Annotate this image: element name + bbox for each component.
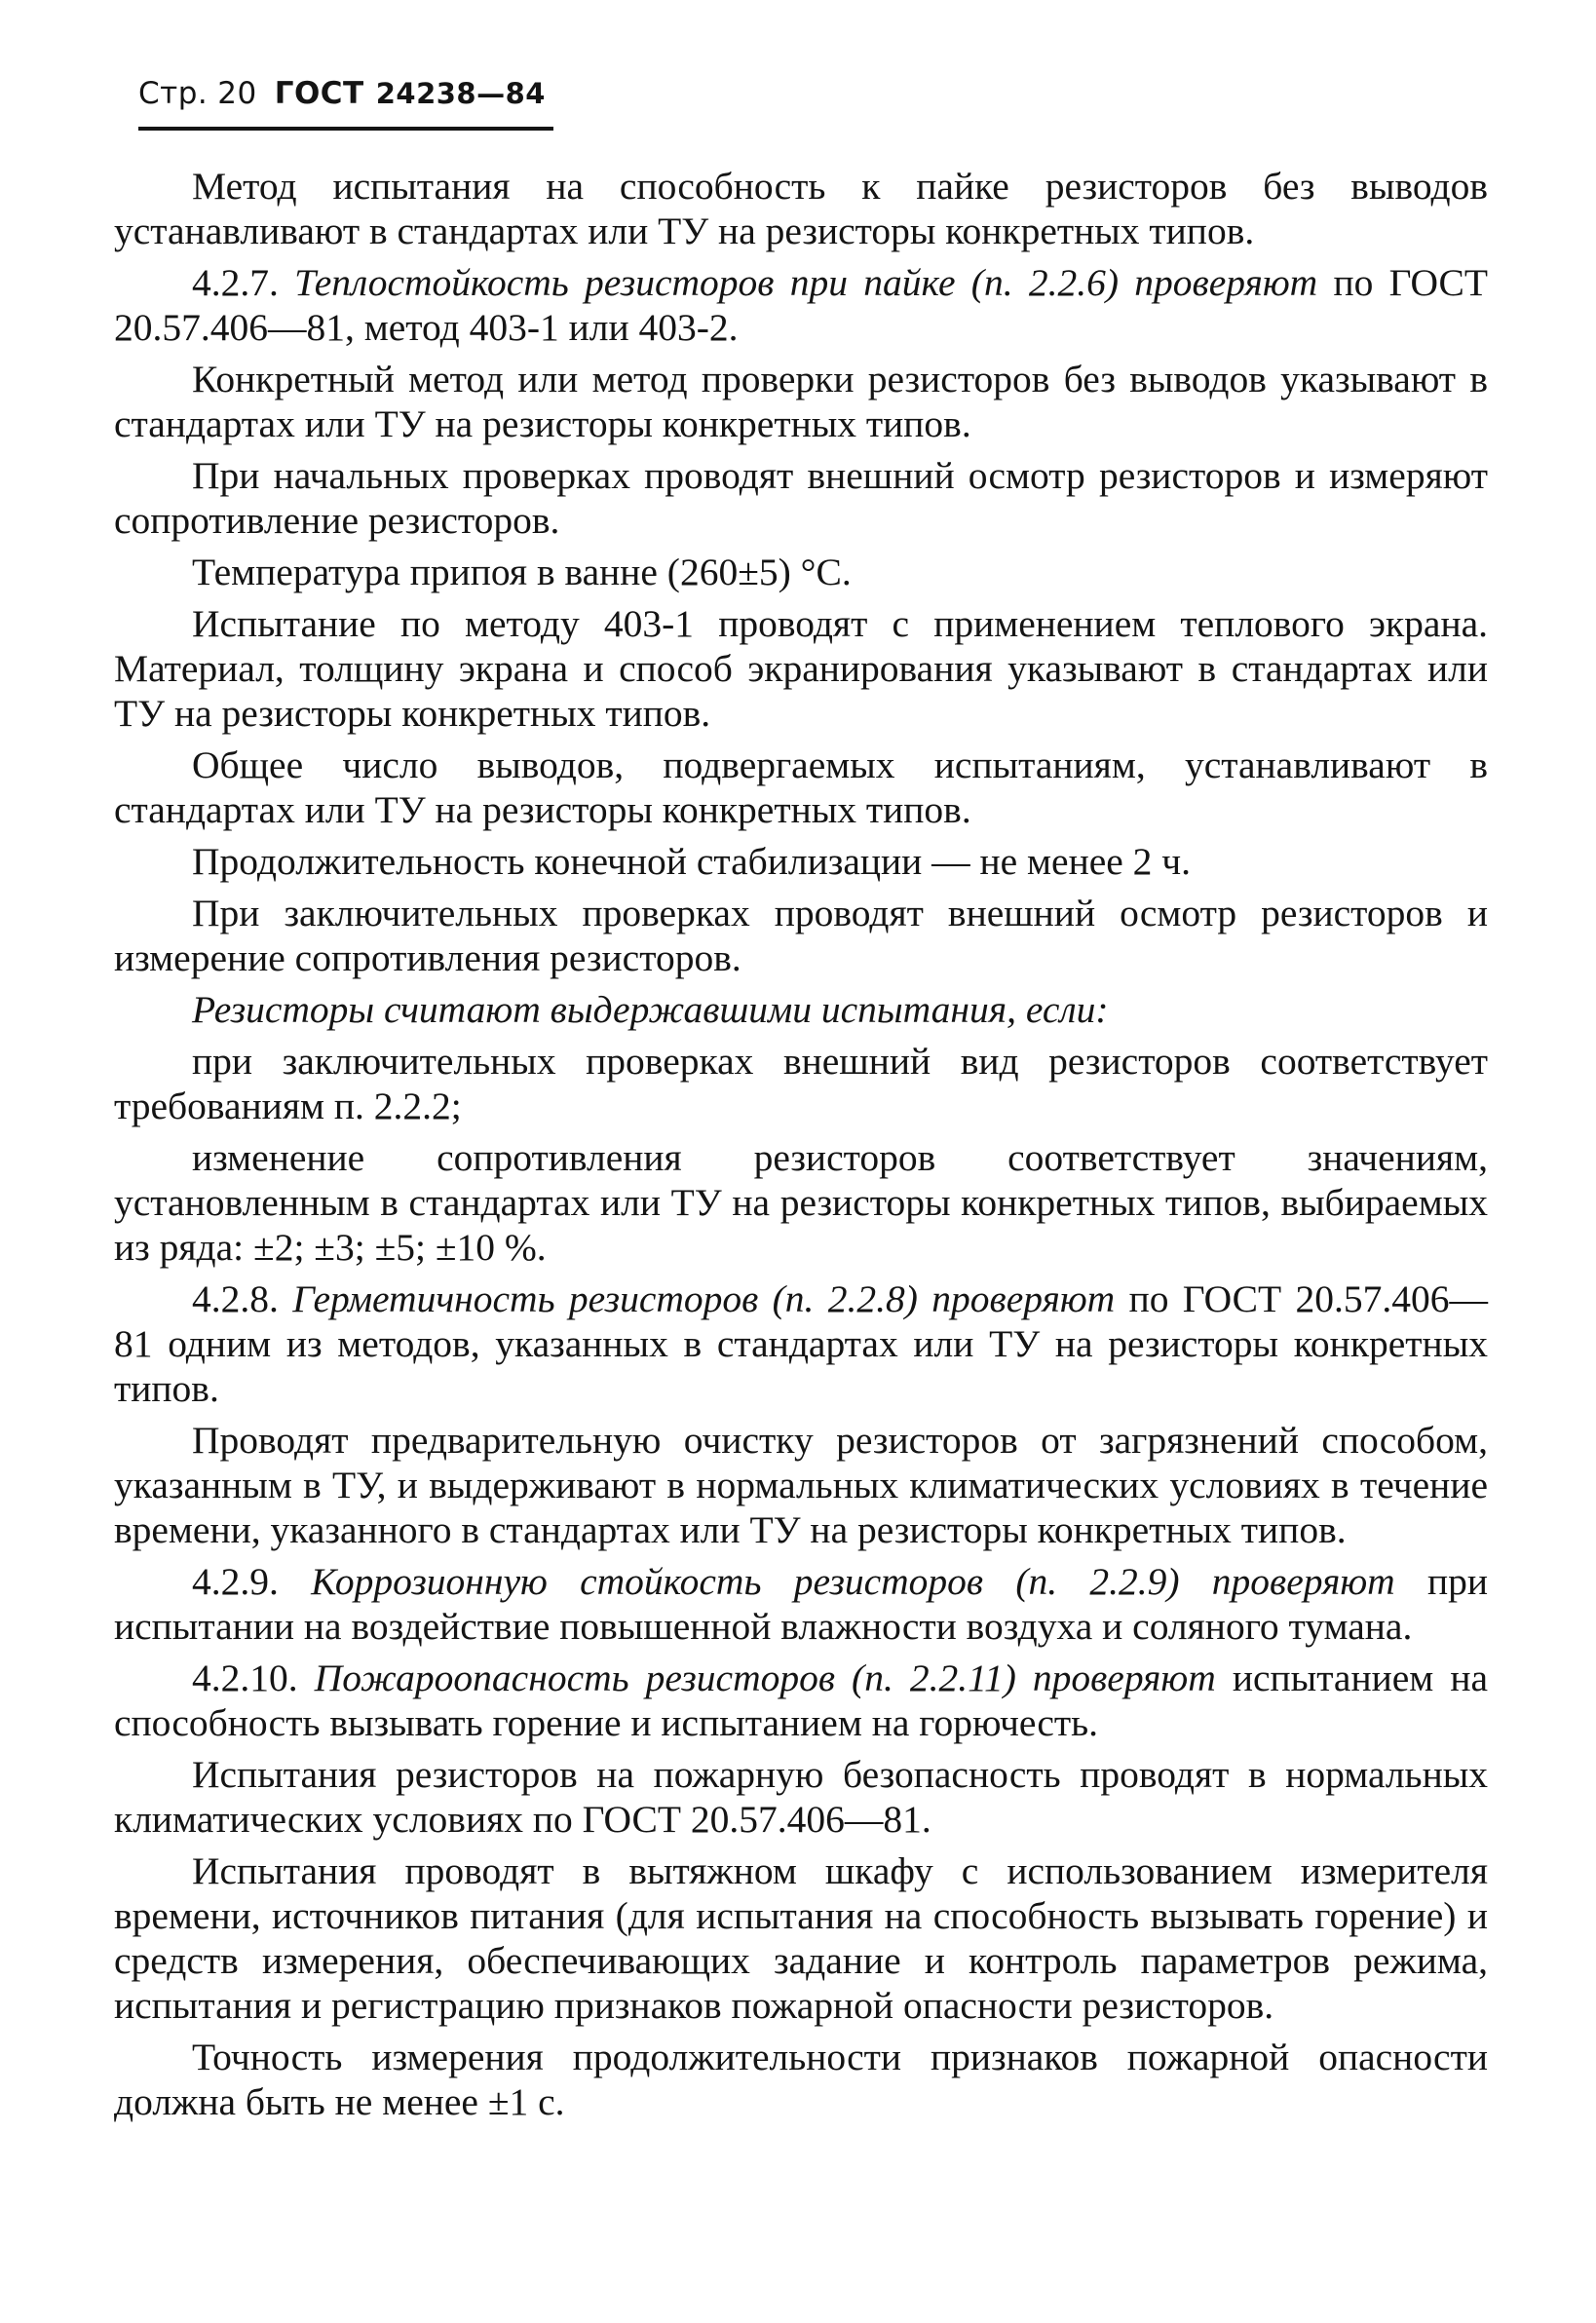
paragraph: При заключительных проверках проводят внешний осмотр резисторов и измерение сопротивления резисторов. [114, 892, 1488, 979]
clause-heading: Пожароопасность резисторов (п. 2.2.11) проверяют [314, 1657, 1216, 1699]
clause-text: по ГОСТ 20.57.406—81, метод 403-1 или 403-2. [114, 261, 1489, 349]
page-header [138, 76, 557, 136]
paragraph: при заключительных проверках внешний вид резисторов соответствует требованиям п. 2.2.2; [114, 1040, 1488, 1127]
clause-text: при испытании на воздействие повышенной влажности воздуха и соляного тумана. [114, 1560, 1489, 1648]
clause-4-2-10 [114, 1656, 1488, 1745]
paragraph: Продолжительность конечной стабилизации — не менее 2 ч. [192, 840, 1192, 883]
clause-4-2-9 [114, 1559, 1488, 1649]
clause-heading: Теплостойкость резисторов при пайке (п. 2.2.6) проверяют [294, 261, 1318, 304]
standard-name: ГОСТ [274, 76, 364, 111]
paragraph: Общее число выводов, подвергаемых испытаниям, устанавливают в стандартах или ТУ на резисторы конкретных типов. [114, 743, 1488, 831]
paragraph: Точность измерения продолжительности признаков пожарной опасности должна быть не менее ±1 с. [114, 2036, 1488, 2123]
clause-heading: Герметичность резисторов (п. 2.2.8) проверяют [292, 1277, 1116, 1320]
clause-number: 4.2.8. [192, 1277, 279, 1320]
paragraph: изменение сопротивления резисторов соответствует значениям, установленным в стандартах или ТУ на резисторы конкретных типов, выбираемых из ряда: ±2; ±3; ±5; ±10 %. [114, 1136, 1488, 1269]
paragraph: Испытание по методу 403-1 проводят с применением теплового экрана. Материал, толщину экрана и способ экранирования указывают в стандартах или ТУ на резисторы конкретных типов. [114, 602, 1488, 735]
paragraph: Конкретный метод или метод проверки резисторов без выводов указывают в стандартах или ТУ на резисторы конкретных типов. [114, 358, 1488, 445]
clause-number: 4.2.9. [192, 1560, 279, 1603]
page-number: 20 [217, 76, 257, 111]
clause-heading: Коррозионную стойкость резисторов (п. 2.2.9) проверяют [311, 1560, 1395, 1603]
clause-number: 4.2.7. [192, 261, 279, 304]
paragraph: Проводят предварительную очистку резисторов от загрязнений способом, указанным в ТУ, и выдерживают в нормальных климатических условиях в течение времени, указанного в стандартах или ТУ на резисторы конкретных типов. [114, 1419, 1488, 1551]
criteria-intro [114, 987, 1488, 1032]
page-label: Стр. [138, 76, 209, 111]
paragraph: Метод испытания на способность к пайке резисторов без выводов устанавливают в стандартах или ТУ на резисторы конкретных типов. [114, 165, 1488, 252]
paragraph: Температура припоя в ванне (260±5) °С. [192, 551, 852, 593]
clause-4-2-7 [114, 260, 1488, 350]
paragraph: Испытания проводят в вытяжном шкафу с использованием измерителя времени, источников питания (для испытания на способность вызывать горение) и средств измерения, обеспечивающих задание и контроль параметров режима, испытания и регистрацию признаков пожарной опасности резисторов. [114, 1849, 1488, 2027]
paragraph: Испытания резисторов на пожарную безопасность проводят в нормальных климатических условиях по ГОСТ 20.57.406—81. [114, 1753, 1488, 1841]
clause-text: испытанием на способность вызывать горение и испытанием на горючесть. [114, 1657, 1488, 1744]
standard-number: 24238—84 [375, 77, 546, 110]
clause-text: по ГОСТ 20.57.406—81 одним из методов, указанных в стандартах или ТУ на резисторы конкретных типов. [114, 1277, 1489, 1410]
running-head [138, 76, 546, 111]
clause-4-2-8 [114, 1276, 1488, 1411]
paragraph: При начальных проверках проводят внешний осмотр резисторов и измеряют сопротивление резисторов. [114, 454, 1488, 542]
document-body [114, 164, 1488, 2131]
header-rule [138, 127, 553, 131]
clause-number: 4.2.10. [192, 1657, 298, 1699]
criteria-heading: Резисторы считают выдержавшими испытания, если: [192, 988, 1109, 1031]
